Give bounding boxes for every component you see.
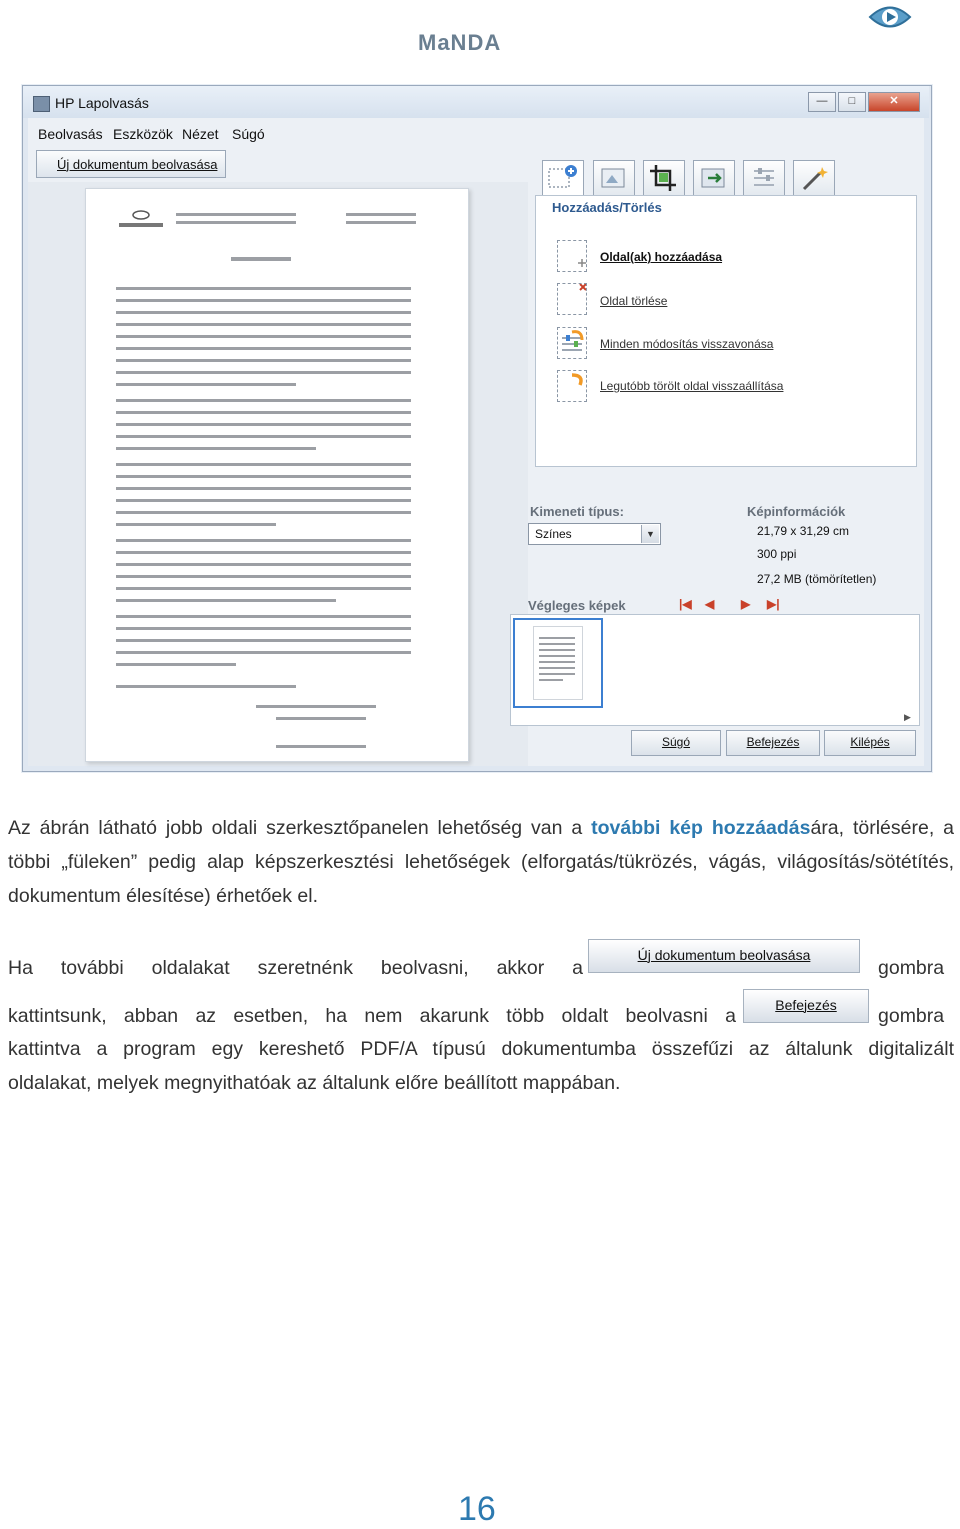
instruction-line-2-end: gombra (878, 1005, 945, 1027)
inline-new-scan-label: Új dokumentum beolvasása (637, 947, 811, 963)
prev-page-icon[interactable]: ◀ (705, 597, 715, 611)
instruction-line-1: Ha további oldalakat szeretnénk beolvasni, akkor a (8, 957, 583, 979)
delete-page-label: Oldal törlése (600, 294, 668, 308)
instruction-line-2: kattintsunk, abban az esetben, ha nem akarunk több oldalt beolvasni a (8, 1005, 736, 1027)
exit-button[interactable] (824, 730, 916, 756)
scanner-app-icon (33, 96, 50, 112)
image-size-value: 21,79 x 31,29 cm (757, 524, 850, 538)
instruction-line-4: oldalakat, melyek megnyithatóak az általunk előre beállított mappában. (8, 1072, 621, 1094)
sharpen-icon (794, 161, 834, 195)
restore-page-icon[interactable] (557, 370, 587, 402)
close-button[interactable]: ✕ (868, 92, 920, 112)
inline-finish-button (743, 989, 869, 1023)
help-button[interactable] (631, 730, 721, 756)
scroll-right-icon[interactable]: ▶ (904, 712, 911, 722)
inline-new-scan-button (588, 939, 860, 973)
add-remove-icon (543, 161, 583, 195)
scanned-document-page (85, 188, 469, 762)
maximize-button[interactable]: □ (838, 92, 866, 112)
first-page-icon[interactable]: |◀ (679, 597, 692, 611)
add-remove-tab[interactable] (542, 160, 584, 197)
page-thumbnail[interactable] (513, 618, 603, 708)
menu-sugo[interactable]: Súgó (232, 126, 265, 142)
add-remove-panel (535, 195, 917, 467)
crop-tab[interactable] (643, 160, 685, 196)
final-images-label: Végleges képek (528, 598, 626, 613)
instruction-line-1-end: gombra (878, 957, 945, 979)
adjust-icon (744, 161, 784, 195)
title-bar (23, 86, 929, 118)
output-type-value: Színes (535, 527, 572, 541)
new-document-scan-label: Új dokumentum beolvasása (57, 157, 218, 172)
minimize-button[interactable]: — (808, 92, 836, 112)
crop-icon (644, 161, 684, 195)
para1-text-start: Az ábrán látható jobb oldali szerkesztőpanelen lehetőség van a (8, 817, 592, 839)
next-page-icon[interactable]: ▶ (741, 597, 751, 611)
thumbnail-page-preview (533, 626, 583, 700)
menu-nezet[interactable]: Nézet (182, 126, 219, 142)
add-pages-link[interactable] (600, 250, 722, 264)
logo-text: MaNDA (418, 30, 502, 55)
brightness-tab[interactable] (693, 160, 735, 196)
image-ppi-value: 300 ppi (757, 547, 797, 561)
add-page-icon[interactable] (557, 240, 587, 272)
last-page-icon[interactable]: ▶| (767, 597, 780, 611)
delete-page-link[interactable] (600, 294, 667, 308)
page-number: 16 (458, 1490, 496, 1528)
document-header-logo-icon (111, 209, 171, 231)
undo-all-icon[interactable] (557, 327, 587, 359)
panel-title: Hozzáadás/Törlés (552, 200, 662, 215)
new-document-scan-button[interactable] (36, 150, 226, 178)
rotate-mirror-icon (594, 161, 634, 195)
rotate-mirror-tab[interactable] (593, 160, 635, 196)
help-button-label: Súgó (661, 735, 691, 749)
output-type-label: Kimeneti típus: (530, 504, 624, 519)
inline-finish-label: Befejezés (775, 997, 837, 1013)
menu-eszkozok[interactable]: Eszközök (113, 126, 173, 142)
image-filesize-value: 27,2 MB (tömörítetlen) (757, 572, 877, 586)
restore-page-label: Legutóbb törölt oldal visszaállítása (600, 379, 784, 393)
output-type-select[interactable] (528, 523, 661, 545)
eye-logo-icon (868, 4, 912, 30)
chevron-down-icon[interactable]: ▼ (641, 525, 659, 543)
menu-beolvasas[interactable]: Beolvasás (38, 126, 103, 142)
brightness-icon (694, 161, 734, 195)
exit-button-label: Kilépés (850, 735, 890, 749)
undo-all-link[interactable] (600, 337, 773, 351)
sharpen-tab[interactable] (793, 160, 835, 196)
finish-button[interactable] (726, 730, 820, 756)
para1-highlight: további kép hozzáadás (591, 817, 811, 839)
window-title: HP Lapolvasás (55, 95, 149, 111)
undo-all-label: Minden módosítás visszavonása (600, 337, 774, 351)
para1-text-end: ára, törlésére, a többi „füleken” pedig alap képszerkesztési lehetőségek (elforgatás/tükrözés, vágás, világosítás/sötétítés, dokumentum élesítése) érhetőek el. (8, 817, 954, 907)
finish-button-label: Befejezés (746, 735, 800, 749)
restore-page-link[interactable] (600, 379, 783, 393)
add-pages-label: Oldal(ak) hozzáadása (600, 250, 723, 264)
adjust-tab[interactable] (743, 160, 785, 196)
instruction-line-3: kattintva a program egy kereshető PDF/A típusú dokumentumba összefűzi az általunk digitalizált (8, 1038, 954, 1060)
image-info-label: Képinformációk (747, 504, 846, 519)
delete-page-icon[interactable] (557, 283, 587, 315)
description-paragraph (8, 811, 954, 913)
